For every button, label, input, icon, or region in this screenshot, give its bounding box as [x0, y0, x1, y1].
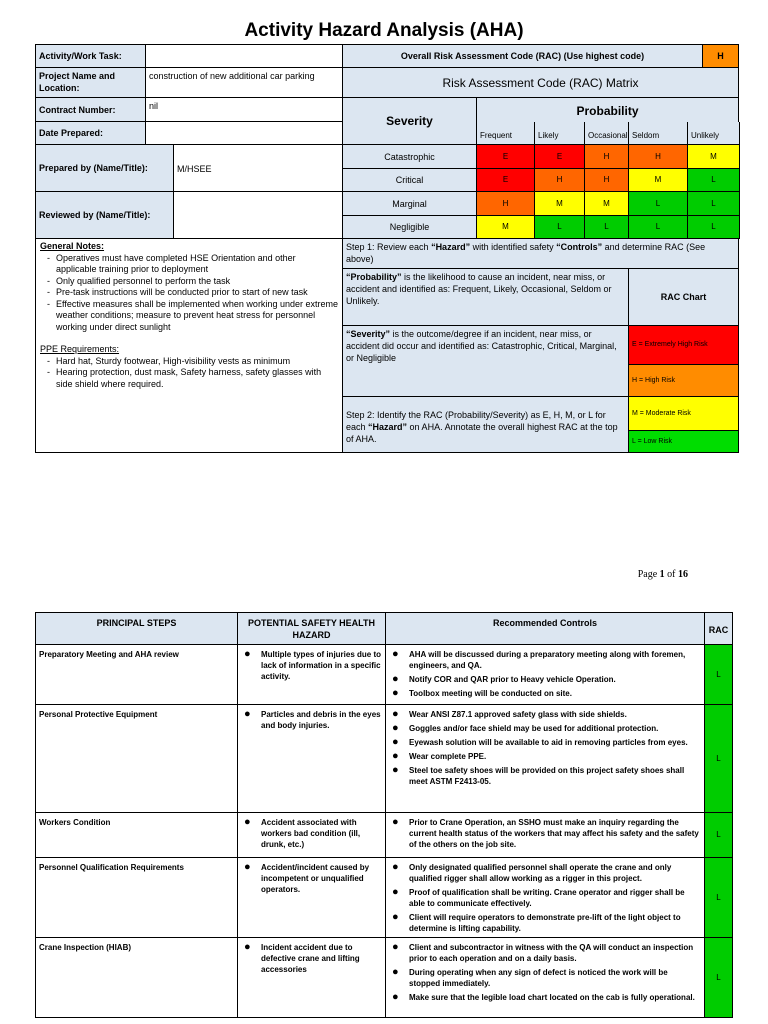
severity-catastrophic: Catastrophic	[342, 144, 477, 169]
rac-cell: L	[628, 191, 688, 216]
rac-cell: H	[628, 144, 688, 169]
control-item: ● Client and subcontractor in witness with the QA will conduct an inspection prior to each operation and on a daily basis.	[389, 942, 701, 964]
step1-text	[342, 238, 739, 269]
rac-cell: L	[687, 168, 740, 192]
header-hazard: POTENTIAL SAFETY HEALTH HAZARD	[237, 612, 386, 645]
project-label: Project Name and Location:	[35, 67, 146, 98]
rac-cell: L	[534, 215, 585, 239]
rac-cell: H	[584, 168, 629, 192]
controls-cell	[385, 937, 705, 1018]
controls-list	[389, 817, 701, 850]
hazard-list	[241, 942, 382, 975]
control-item: ● AHA will be discussed during a preparatory meeting along with foremen, engineers, and QA.	[389, 649, 701, 671]
rac-value: L	[704, 704, 733, 813]
rac-cell: L	[628, 215, 688, 239]
rac-cell: M	[534, 191, 585, 216]
prepared-value: M/HSEE	[173, 144, 343, 192]
control-item: ● Eyewash solution will be available to aid in removing particles from eyes.	[389, 737, 701, 748]
header-controls: Recommended Controls	[385, 612, 705, 645]
controls-list	[389, 649, 701, 699]
step2-part: on AHA. Annotate the overall highest RAC at the top of AHA.	[346, 422, 618, 444]
project-value: construction of new additional car parking	[145, 67, 343, 98]
hazard-item: ● Accident/incident caused by incompetent or unqualified operators.	[241, 862, 382, 895]
header-rac: RAC	[704, 612, 733, 645]
probability-col-likely: Likely	[534, 122, 585, 145]
rac-cell: M	[628, 168, 688, 192]
step-name: Personnel Qualification Requirements	[35, 857, 238, 938]
rac-cell: E	[476, 168, 535, 192]
rac-value: L	[704, 937, 733, 1018]
hazard-cell	[237, 812, 386, 858]
probability-header: Probability	[476, 97, 739, 123]
page-title: Activity Hazard Analysis (AHA)	[244, 20, 524, 41]
date-label: Date Prepared:	[35, 121, 146, 145]
contract-label: Contract Number:	[35, 97, 146, 122]
severity-text: is the outcome/degree if an incident, near miss, or accident did occur and identified as: Catastrophic, Critical, Marginal, or Negligible	[346, 329, 617, 363]
rac-cell: M	[476, 215, 535, 239]
control-item: ● Wear ANSI Z87.1 approved safety glass with side shields.	[389, 709, 701, 720]
notes-list	[40, 253, 338, 334]
hazard-item: ● Incident accident due to defective crane and lifting accessories	[241, 942, 382, 975]
control-item: ● Goggles and/or face shield may be used for additional protection.	[389, 723, 701, 734]
rac-cell: M	[584, 191, 629, 216]
step2-part: Step 2: Identify the RAC (Probability/Severity) as E, H, M, or L for each	[346, 410, 606, 432]
hazard-cell	[237, 857, 386, 938]
severity-marginal: Marginal	[342, 191, 477, 216]
hazard-list	[241, 862, 382, 895]
control-item: ● Client will require operators to demonstrate pre-lift of the light object to determine is lifting capability.	[389, 912, 701, 934]
rac-cell: M	[687, 144, 740, 169]
reviewed-label: Reviewed by (Name/Title):	[35, 191, 174, 239]
hazard-list	[241, 709, 382, 731]
contract-value: nil	[145, 97, 343, 122]
hazard-item: ● Particles and debris in the eyes and body injuries.	[241, 709, 382, 731]
probability-col-seldom: Seldom	[628, 122, 688, 145]
probability-text: is the likelihood to cause an incident, near miss, or accident and identified as: Frequent, Likely, Occasional, Seldom or Unlikely.	[346, 272, 612, 306]
step-name: Crane Inspection (HIAB)	[35, 937, 238, 1018]
ppe-list	[40, 356, 338, 391]
rac-cell: H	[584, 144, 629, 169]
step2-hazard: “Hazard”	[368, 422, 408, 432]
controls-cell	[385, 812, 705, 858]
severity-critical: Critical	[342, 168, 477, 192]
probability-term: “Probability”	[346, 272, 402, 282]
probability-definition	[342, 268, 629, 326]
date-value	[145, 121, 343, 145]
rac-cell: H	[476, 191, 535, 216]
step1-part: with identified safety	[470, 242, 557, 252]
rac-cell: E	[534, 144, 585, 169]
hazard-cell	[237, 937, 386, 1018]
overall-rac-label: Overall Risk Assessment Code (RAC) (Use highest code)	[342, 44, 703, 68]
rac-cell: L	[687, 191, 740, 216]
severity-term: “Severity”	[346, 329, 391, 339]
rac-cell: H	[534, 168, 585, 192]
rac-chart-label: RAC Chart	[628, 268, 739, 326]
rac-cell: L	[584, 215, 629, 239]
prepared-label: Prepared by (Name/Title):	[35, 144, 174, 192]
hazard-cell	[237, 704, 386, 813]
severity-header: Severity	[342, 97, 477, 145]
overall-rac-value: H	[702, 44, 739, 68]
activity-label: Activity/Work Task:	[35, 44, 146, 68]
rac-chart-item: H = High Risk	[628, 364, 739, 397]
page-of: of	[664, 569, 678, 580]
general-notes-heading: General Notes:	[40, 241, 105, 251]
control-item: ● Toolbox meeting will be conducted on site.	[389, 688, 701, 699]
rac-cell: E	[476, 144, 535, 169]
rac-chart-item: L = Low Risk	[628, 430, 739, 453]
control-item: ● Notify COR and QAR prior to Heavy vehicle Operation.	[389, 674, 701, 685]
rac-value: L	[704, 812, 733, 858]
general-notes	[35, 238, 343, 453]
control-item: ● Wear complete PPE.	[389, 751, 701, 762]
ppe-heading: PPE Requirements:	[40, 344, 120, 354]
rac-value: L	[704, 857, 733, 938]
severity-definition	[342, 325, 629, 397]
step1-part: Step 1: Review each	[346, 242, 432, 252]
step-name: Preparatory Meeting and AHA review	[35, 644, 238, 705]
controls-cell	[385, 857, 705, 938]
ppe-item: - Hard hat, Sturdy footwear, High-visibility vests as minimum	[56, 356, 338, 368]
header-principal-steps: PRINCIPAL STEPS	[35, 612, 238, 645]
note-item: - Pre-task instructions will be conducted prior to start of new task	[56, 287, 338, 299]
hazard-cell	[237, 644, 386, 705]
probability-col-unlikely: Unlikely	[687, 122, 740, 145]
control-item: ● Prior to Crane Operation, an SSHO must make an inquiry regarding the current health status of the workers that may affect his safety and the safety of the others on the job site.	[389, 817, 701, 850]
step1-hazard: “Hazard”	[431, 242, 471, 252]
page-number	[638, 569, 688, 580]
page-total: 16	[678, 569, 688, 580]
page-prefix: Page	[637, 569, 660, 580]
control-item: ● Steel toe safety shoes will be provided on this project safety shoes shall meet ASTM F2413-05.	[389, 765, 701, 787]
controls-cell	[385, 704, 705, 813]
step1-controls: “Controls”	[556, 242, 603, 252]
hazard-list	[241, 649, 382, 682]
step-name: Personal Protective Equipment	[35, 704, 238, 813]
hazard-item: ● Accident associated with workers bad condition (ill, drunk, etc.)	[241, 817, 382, 850]
ppe-item: - Hearing protection, dust mask, Safety harness, safety glasses with side shield where required.	[56, 367, 338, 390]
note-item: - Only qualified personnel to perform the task	[56, 276, 338, 288]
activity-value	[145, 44, 343, 68]
controls-list	[389, 942, 701, 1003]
step-name: Workers Condition	[35, 812, 238, 858]
controls-list	[389, 862, 701, 934]
note-item: - Operatives must have completed HSE Orientation and other applicable training prior to deployment	[56, 253, 338, 276]
note-item: - Effective measures shall be implemented when working under extreme weather conditions; measure to prevent heat stress for personnel working under direct sunlight	[56, 299, 338, 334]
rac-value: L	[704, 644, 733, 705]
matrix-title: Risk Assessment Code (RAC) Matrix	[342, 67, 739, 98]
control-item: ● Proof of qualification shall be writing. Crane operator and rigger shall be able to communicate effectively.	[389, 887, 701, 909]
hazard-item: ● Multiple types of injuries due to lack of information in a specific activity.	[241, 649, 382, 682]
control-item: ● Only designated qualified personnel shall operate the crane and only qualified rigger shall allow working as a rigger in this project.	[389, 862, 701, 884]
probability-col-occasional: Occasional	[584, 122, 629, 145]
severity-negligible: Negligible	[342, 215, 477, 239]
rac-cell: L	[687, 215, 740, 239]
step1-part: and determine RAC (See above)	[346, 242, 706, 264]
reviewed-value	[173, 191, 343, 239]
controls-list	[389, 709, 701, 787]
rac-chart-item: M = Moderate Risk	[628, 396, 739, 431]
hazard-list	[241, 817, 382, 850]
rac-chart-item: E = Extremely High Risk	[628, 325, 739, 365]
probability-col-frequent: Frequent	[476, 122, 535, 145]
control-item: ● During operating when any sign of defect is noticed the work will be stopped immediately.	[389, 967, 701, 989]
page-current: 1	[659, 569, 665, 580]
step2-text	[342, 396, 629, 453]
control-item: ● Make sure that the legible load chart located on the cab is fully operational.	[389, 992, 701, 1003]
controls-cell	[385, 644, 705, 705]
